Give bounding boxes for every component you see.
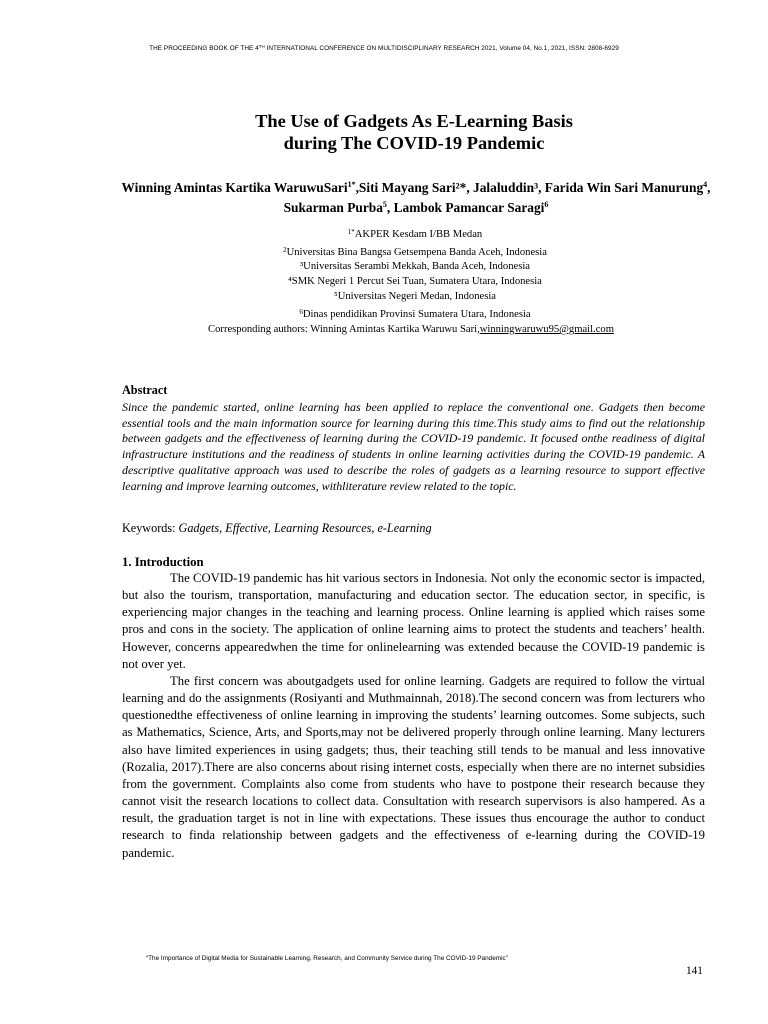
author-6-sup: 6 — [544, 200, 549, 209]
affiliation-text: AKPER Kesdam I/BB Medan — [354, 229, 483, 240]
affiliation-text: Universitas Bina Bangsa Getsempena Banda Aceh, Indonesia — [286, 246, 547, 258]
affiliation-item — [160, 305, 670, 323]
author-list — [112, 176, 720, 216]
affiliation-text: ³Universitas Serambi Mekkah, Banda Aceh, Indonesia — [300, 261, 530, 273]
footer-conference-theme: “The Importance of Digital Media for Sustainable Learning, Research, and Community Service during The COVID-19 Pandemic” — [146, 955, 508, 962]
running-header-suffix: INTERNATIONAL CONFERENCE ON MULTIDISCIPLINARY RESEARCH 2021, Volume 04, No.1, 2021, ISSN: 2808-6929 — [264, 45, 619, 52]
paper-title-line-1: The Use of Gadgets As E-Learning Basis — [255, 111, 573, 131]
keyword: Effective — [225, 521, 268, 535]
affiliation-list — [160, 225, 670, 322]
keyword: Gadgets — [178, 521, 220, 535]
affiliation-sup: 1* — [347, 228, 355, 236]
running-header-prefix: THE PROCEEDING BOOK OF THE 4 — [149, 45, 259, 52]
affiliation-sup: 2 — [283, 245, 287, 254]
affiliation-sup: 6 — [299, 307, 303, 316]
author-1: Winning Amintas Kartika WaruwuSari — [121, 180, 348, 195]
keyword: e-Learning — [377, 521, 432, 535]
section-heading-introduction: 1. Introduction — [122, 555, 204, 569]
affiliation-item — [160, 243, 670, 261]
page-number: 141 — [686, 965, 703, 977]
keywords-line — [122, 521, 712, 536]
author-5-sup: 5 — [382, 200, 387, 209]
running-header — [0, 44, 768, 52]
keyword-separator: , — [371, 521, 378, 535]
corresponding-label: Corresponding authors: Winning Amintas Kartika Waruwu Sari, — [208, 324, 480, 335]
paper-title-line-2: during The COVID-19 Pandemic — [283, 133, 545, 153]
author-6: , Lambok Pamancar Saragi — [386, 200, 545, 215]
running-header-ordinal: TH — [258, 44, 265, 49]
keyword-separator: , — [219, 521, 226, 535]
affiliation-item — [160, 275, 670, 290]
affiliation-item — [160, 225, 670, 243]
intro-paragraph-2: The first concern was aboutgadgets used for online learning. Gadgets are required to follow the virtual learning and do the assignments (Rosiyanti and Muthmainnah, 2018).The second concern was from lecturers who questionedthe effectiveness of online learning in improving the students’ learning outcomes. Some subjects, such as Mathematics, Science, Arts, and Sports,may not be delivered properly through online learning. Many lecturers also have limited experiences in using gadgets; thus, their teaching still tends to be manual and less innovative (Rozalia, 2017).There are also concerns about rising internet costs, especially when there are no internet subsidies from the government. Complaints also come from students who have to postpone their research because they cannot visit the research locations to collect data. Consultation with research supervisors is also hampered. As a result, the graduation target is not in line with expectations. These issues thus encourage the author to conduct research to finda relationship between gadgets and the effectiveness of e-learning during the COVID-19 pandemic. — [122, 673, 705, 860]
intro-paragraph-1: The COVID-19 pandemic has hit various sectors in Indonesia. Not only the economic sector is impacted, but also the tourism, transportation, manufacturing and education sector. The education sector, in specific, is experiencing major changes in the teaching and learning process. Online learning is applied which raises some pros and cons in the society. The application of online learning aims to protect the students and teachers’ health. However, concerns appearedwhen the time for onlinelearning was extended because the COVID-19 pandemic is not over yet. — [122, 571, 705, 671]
keyword-separator: , — [267, 521, 274, 535]
affiliation-text: Dinas pendidikan Provinsi Sumatera Utara, Indonesia — [302, 308, 531, 320]
affiliation-item — [160, 260, 670, 275]
abstract-body: Since the pandemic started, online learning has been applied to replace the conventional one. Gadgets then become essential tools and the main information source for learning during this time.This study aims to find out the relationship between gadgets and the effectiveness of learning during the COVID-19 pandemic. It focused onthe readiness of digital infrastructure institutions and the readiness of students in online learning activities during the COVID-19 pandemic. A descriptive qualitative approach was used to describe the roles of gadgets as a learning resource to support effective learning and improve learning outcomes, withliterature review related to the topic. — [122, 400, 705, 493]
author-4-sup: 4 — [703, 180, 708, 189]
affiliation-item — [160, 290, 670, 305]
author-5: , Sukarman Purba — [283, 180, 711, 215]
corresponding-email-link[interactable]: winningwaruwu95@gmail.com — [479, 324, 614, 335]
author-2-4: ,Siti Mayang Sari²*, Jalaluddin³, Farida Win Sari Manurung — [355, 180, 704, 195]
corresponding-author — [96, 324, 726, 335]
abstract-heading: Abstract — [122, 383, 168, 397]
keywords-label: Keywords: — [122, 521, 179, 535]
author-1-sup: 1* — [347, 180, 356, 189]
paper-title — [0, 110, 768, 154]
affiliation-text: ⁵Universitas Negeri Medan, Indonesia — [334, 290, 496, 302]
affiliation-text: ⁴SMK Negeri 1 Percut Sei Tuan, Sumatera Utara, Indonesia — [288, 276, 542, 288]
keyword: Learning Resources — [273, 521, 372, 535]
introduction-body — [122, 570, 705, 862]
